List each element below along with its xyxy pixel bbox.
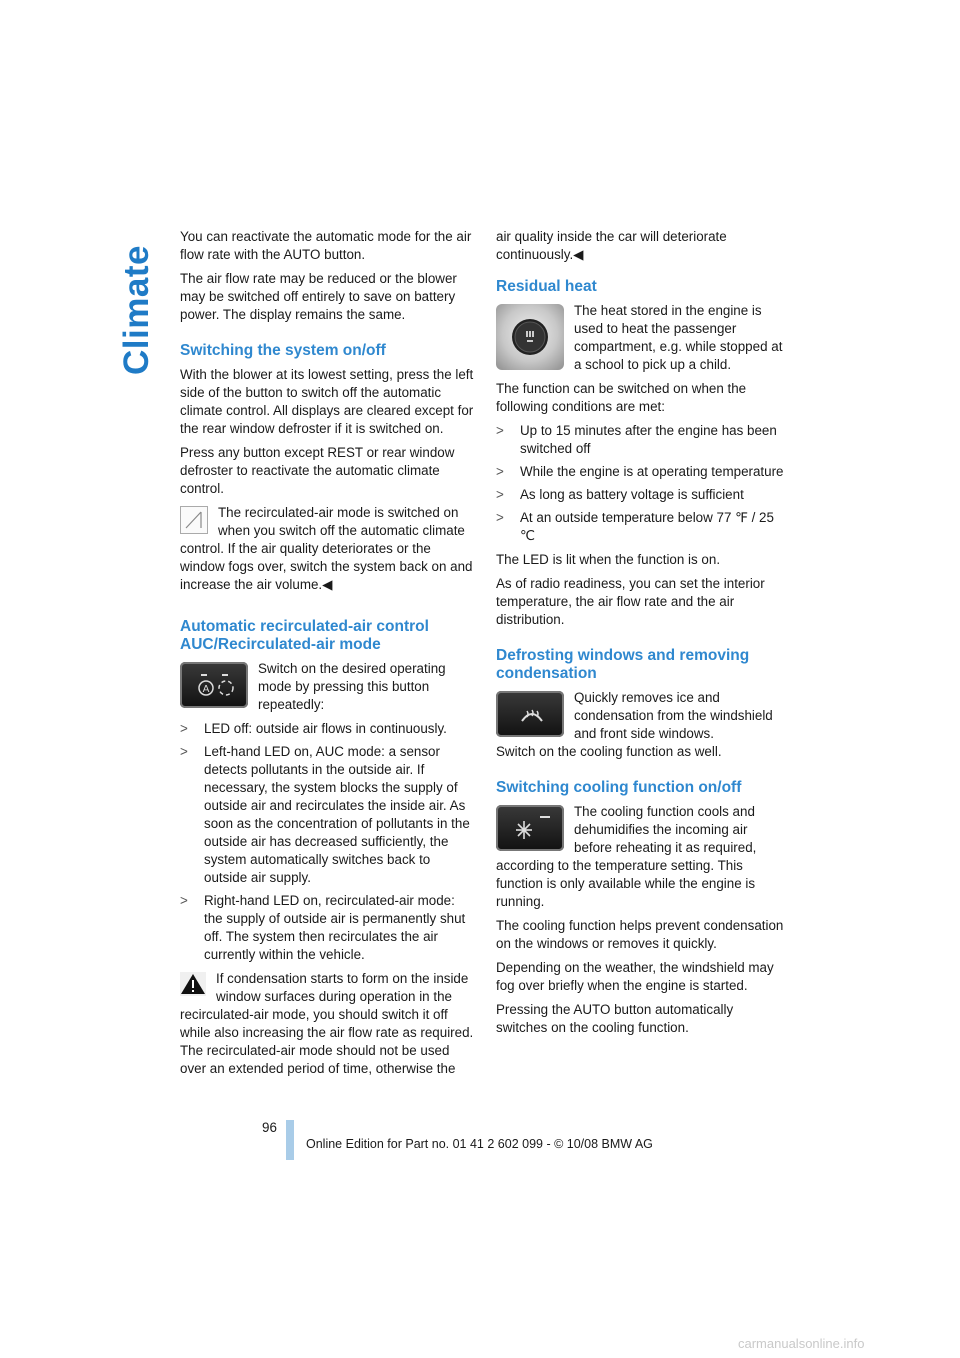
cooling-text-2: The cooling function helps prevent condensation on the windows or removes it quickly.: [496, 918, 784, 951]
note-recirculated: [180, 504, 474, 600]
defrost-block: [496, 689, 788, 761]
list-item: > At an outside temperature below 77 ℉ / 25 ℃: [496, 509, 788, 545]
auc-block: [180, 660, 474, 720]
paragraph-air-quality: air quality inside the car will deteriorate continuously.◀: [496, 229, 727, 262]
heading-residual-heat: Residual heat: [496, 278, 597, 295]
heading-defrost: Defrosting windows and removing condensation: [496, 647, 750, 682]
paragraph-conditions: The function can be switched on when the following conditions are met:: [496, 381, 747, 414]
list-item: > Right-hand LED on, recirculated-air mode: the supply of outside air is permanently shut off. The system then recirculates the air currently within the vehicle.: [180, 892, 474, 964]
list-item: > As long as battery voltage is sufficient: [496, 486, 788, 504]
section-title-text: Climate: [117, 245, 156, 375]
defrost-text-2: Switch on the cooling function as well.: [496, 744, 722, 759]
edition-text: Online Edition for Part no. 01 41 2 602 099 - © 10/08 BMW AG: [306, 1137, 653, 1151]
cooling-block: [496, 803, 788, 911]
paragraph-reactivate: Press any button except REST or rear window defroster to reactivate the automatic climate control.: [180, 445, 455, 496]
left-column: [180, 228, 474, 1084]
cooling-button-image: [496, 805, 564, 851]
residual-text: The heat stored in the engine is used to heat the passenger compartment, e.g. while stopped at a school to pick up a child.: [574, 303, 783, 372]
section-title: [113, 230, 161, 390]
footer-bar: [286, 1120, 294, 1160]
cooling-text: The cooling function cools and dehumidifies the incoming air before reheating it as required, according to the temperature setting. This function is only available while the engine is running.: [496, 804, 757, 909]
auc-bullet-list: [180, 720, 474, 964]
auc-intro: Switch on the desired operating mode by pressing this button repeatedly:: [258, 661, 446, 712]
paragraph-air-flow: The air flow rate may be reduced or the blower may be switched off entirely to save on battery power. The display remains the same.: [180, 271, 457, 322]
warning-block: [180, 970, 474, 1078]
auc-button-image: [180, 662, 248, 708]
paragraph-switch-off: With the blower at its lowest setting, press the left side of the button to switch off the automatic climate control. All displays are cleared except for the rear window defroster if it is switched on.: [180, 367, 474, 436]
residual-block: [496, 302, 788, 380]
paragraph-auto-mode: You can reactivate the automatic mode for the air flow rate with the AUTO button.: [180, 229, 472, 262]
paragraph-led: The LED is lit when the function is on.: [496, 552, 721, 567]
note-recirculated-text: The recirculated-air mode is switched on when you switch off the automatic climate control. If the air quality deteriorates or the window fogs over, switch the system back on and increase the air volume.◀: [180, 505, 473, 592]
page-number: 96: [262, 1120, 277, 1135]
conditions-list: [496, 422, 788, 545]
right-column: [496, 228, 788, 1043]
warning-text: If condensation starts to form on the inside window surfaces during operation in the recirculated-air mode, you should switch it off while also increasing the air flow rate as required.: [180, 971, 474, 1040]
list-item: > Up to 15 minutes after the engine has been switched off: [496, 422, 788, 458]
watermark: carmanualsonline.info: [738, 1336, 865, 1351]
defrost-button-image: [496, 691, 564, 737]
warning-icon: [180, 972, 206, 996]
cooling-text-4: Pressing the AUTO button automatically switches on the cooling function.: [496, 1002, 734, 1035]
list-item: > While the engine is at operating temperature: [496, 463, 788, 481]
cooling-text-3: Depending on the weather, the windshield may fog over briefly when the engine is started.: [496, 960, 774, 993]
note-icon: [180, 506, 208, 534]
warning-tail: The recirculated-air mode should not be used over an extended period of time, otherwise the: [180, 1043, 456, 1076]
paragraph-radio: As of radio readiness, you can set the interior temperature, the air flow rate and the air distribution.: [496, 576, 765, 627]
svg-text:A: A: [202, 684, 210, 695]
heading-switching-system: Switching the system on/off: [180, 342, 386, 359]
defrost-text: Quickly removes ice and condensation from the windshield and front side windows.: [574, 690, 773, 741]
heading-auc: Automatic recirculated-air control AUC/Recirculated-air mode: [180, 618, 429, 653]
residual-heat-knob-image: [496, 304, 564, 370]
list-item: > Left-hand LED on, AUC mode: a sensor detects pollutants in the outside air. If necessary, the system blocks the supply of outside air and recirculates the inside air. As soon as the concentration of pollutants in the outside air has decreased sufficiently, the system automatically switches back to outside air supply.: [180, 743, 474, 887]
list-item: > LED off: outside air flows in continuously.: [180, 720, 474, 738]
heading-cooling: Switching cooling function on/off: [496, 779, 742, 796]
